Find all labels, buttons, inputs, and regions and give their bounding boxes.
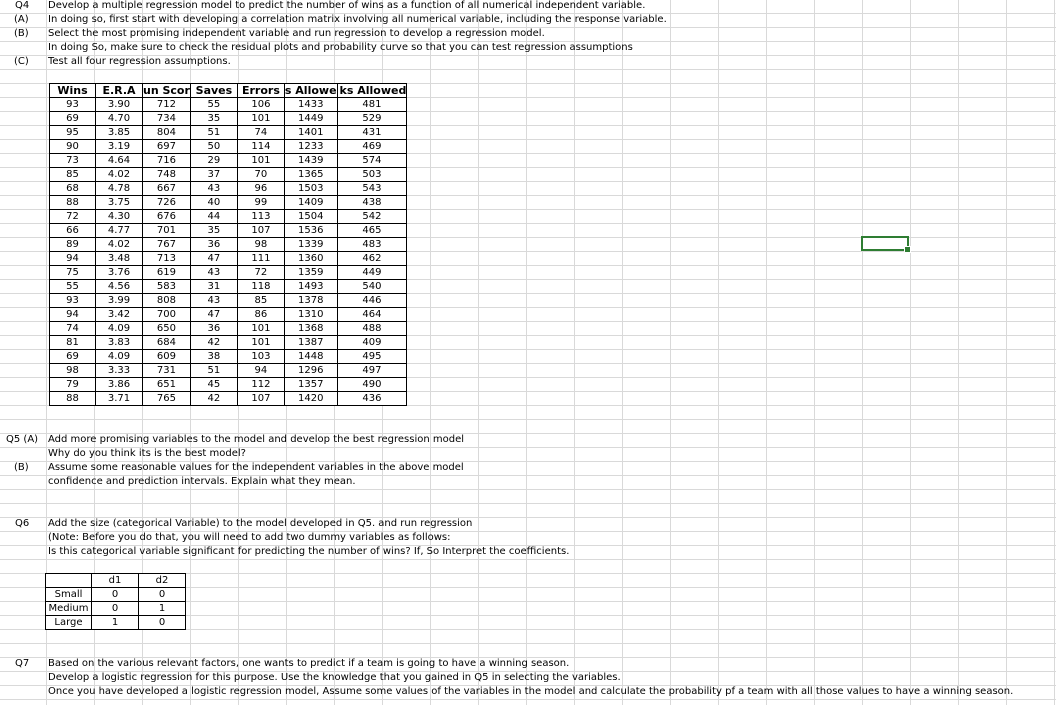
table-cell[interactable]: 3.42 (96, 308, 143, 322)
table-cell[interactable]: 113 (237, 210, 284, 224)
table-cell[interactable]: 3.99 (96, 294, 143, 308)
table-cell[interactable]: 4.02 (96, 168, 143, 182)
table-cell[interactable]: 88 (50, 392, 96, 406)
table-cell[interactable]: 3.75 (96, 196, 143, 210)
dummy-value-cell[interactable]: 0 (92, 602, 139, 616)
table-row (50, 364, 407, 378)
dummy-variable-table (45, 573, 186, 630)
table-cell[interactable]: 90 (50, 140, 96, 154)
table-row (46, 616, 186, 630)
table-cell[interactable]: 3.85 (96, 126, 143, 140)
q7-text: Based on the various relevant factors, one wants to predict if a team is going to have a winning season. (48, 658, 570, 669)
table-cell[interactable]: 74 (50, 322, 96, 336)
table-cell[interactable]: 93 (50, 98, 96, 112)
table-cell[interactable]: 4.02 (96, 238, 143, 252)
table-cell[interactable]: 684 (143, 336, 191, 350)
q5-b-text-2: confidence and prediction intervals. Explain what they mean. (48, 476, 356, 487)
table-cell[interactable]: 701 (143, 224, 191, 238)
dummy-value-cell[interactable]: 0 (139, 616, 186, 630)
table-cell[interactable]: 3.86 (96, 378, 143, 392)
table-cell[interactable]: 540 (337, 280, 407, 294)
table-cell[interactable]: 1448 (284, 350, 337, 364)
q6-text-3: Is this categorical variable significant for predicting the number of wins? If, So Interpret the coefficients. (48, 546, 570, 557)
table-cell[interactable]: 1449 (284, 112, 337, 126)
table-cell[interactable]: 726 (143, 196, 191, 210)
size-category-cell[interactable]: Medium (46, 602, 92, 616)
table-cell[interactable]: 72 (237, 266, 284, 280)
table-cell[interactable]: 716 (143, 154, 191, 168)
table-cell[interactable]: 101 (237, 154, 284, 168)
table-cell[interactable]: 70 (237, 168, 284, 182)
table-cell[interactable]: 35 (190, 112, 237, 126)
table-cell[interactable]: 765 (143, 392, 191, 406)
table-row (50, 98, 407, 112)
table-cell[interactable]: 42 (190, 336, 237, 350)
q4-label: Q4 (15, 0, 30, 11)
table-cell[interactable]: 50 (190, 140, 237, 154)
table-cell[interactable]: 619 (143, 266, 191, 280)
table-cell[interactable]: 45 (190, 378, 237, 392)
dummy-value-cell[interactable]: 0 (92, 588, 139, 602)
table-cell[interactable]: 73 (50, 154, 96, 168)
q4-b-text-2: In doing So, make sure to check the residual plots and probability curve so that you can test regression assumptions (48, 42, 633, 53)
table-cell[interactable]: 4.77 (96, 224, 143, 238)
table-row (50, 294, 407, 308)
column-header[interactable]: s Allowe (284, 84, 337, 97)
table-cell[interactable]: 734 (143, 112, 191, 126)
table-cell[interactable]: 4.78 (96, 182, 143, 196)
q4-c-label: (C) (14, 56, 29, 67)
selected-cell[interactable] (861, 236, 909, 251)
table-row (50, 126, 407, 140)
table-cell[interactable]: 697 (143, 140, 191, 154)
table-cell[interactable]: 1339 (284, 238, 337, 252)
table-cell[interactable]: 66 (50, 224, 96, 238)
table-row (50, 280, 407, 294)
table-cell[interactable]: 574 (337, 154, 407, 168)
table-cell[interactable]: 464 (337, 308, 407, 322)
table-cell[interactable]: 542 (337, 210, 407, 224)
table-row (46, 602, 186, 616)
table-cell[interactable]: 1310 (284, 308, 337, 322)
table-row (50, 238, 407, 252)
table-cell[interactable]: 44 (190, 210, 237, 224)
q4-text: Develop a multiple regression model to predict the number of wins as a function of all numerical independent variable. (48, 0, 646, 11)
table-cell[interactable]: 650 (143, 322, 191, 336)
table-cell[interactable]: 676 (143, 210, 191, 224)
table-cell[interactable]: 488 (337, 322, 407, 336)
table-cell[interactable]: 118 (237, 280, 284, 294)
table-cell[interactable]: 748 (143, 168, 191, 182)
table-row (50, 112, 407, 126)
table-cell[interactable]: 101 (237, 322, 284, 336)
table-cell[interactable]: 1233 (284, 140, 337, 154)
table-cell[interactable]: 1378 (284, 294, 337, 308)
table-cell[interactable]: 4.70 (96, 112, 143, 126)
table-cell[interactable]: 96 (237, 182, 284, 196)
column-header[interactable]: Errors (237, 84, 284, 98)
table-cell[interactable]: 3.76 (96, 266, 143, 280)
table-cell[interactable]: 85 (50, 168, 96, 182)
table-cell[interactable]: 98 (50, 364, 96, 378)
table-cell[interactable]: 469 (337, 140, 407, 154)
table-cell[interactable]: 75 (50, 266, 96, 280)
table-cell[interactable]: 88 (50, 196, 96, 210)
table-cell[interactable]: 712 (143, 98, 191, 112)
q6-text: Add the size (categorical Variable) to the model developed in Q5. and run regression (48, 518, 473, 529)
table-cell[interactable]: 503 (337, 168, 407, 182)
table-row (50, 308, 407, 322)
table-cell[interactable]: 72 (50, 210, 96, 224)
q5-a-text: Add more promising variables to the model and develop the best regression model (48, 434, 464, 445)
table-cell[interactable]: 89 (50, 238, 96, 252)
table-cell[interactable]: 700 (143, 308, 191, 322)
q7-label: Q7 (15, 658, 30, 669)
table-cell[interactable]: 4.64 (96, 154, 143, 168)
table-cell[interactable]: 114 (237, 140, 284, 154)
table-cell[interactable]: 1504 (284, 210, 337, 224)
table-row (50, 210, 407, 224)
table-cell[interactable]: 74 (237, 126, 284, 140)
table-row (50, 154, 407, 168)
table-cell[interactable]: 767 (143, 238, 191, 252)
table-cell[interactable]: 1503 (284, 182, 337, 196)
table-cell[interactable]: 85 (237, 294, 284, 308)
table-cell[interactable]: 69 (50, 112, 96, 126)
table-cell[interactable]: 43 (190, 266, 237, 280)
q6-label: Q6 (15, 518, 30, 529)
table-cell[interactable]: 583 (143, 280, 191, 294)
table-cell[interactable]: 69 (50, 350, 96, 364)
table-row (50, 322, 407, 336)
table-cell[interactable]: 1360 (284, 252, 337, 266)
table-cell[interactable]: 465 (337, 224, 407, 238)
table-cell[interactable]: 409 (337, 336, 407, 350)
table-cell[interactable]: 446 (337, 294, 407, 308)
table-row (50, 392, 407, 406)
q4-b-label: (B) (14, 28, 29, 39)
data-table-body (50, 98, 407, 406)
table-cell[interactable]: 449 (337, 266, 407, 280)
table-cell[interactable]: 86 (237, 308, 284, 322)
table-cell[interactable]: 462 (337, 252, 407, 266)
dummy-header-cell[interactable] (46, 574, 92, 588)
table-cell[interactable]: 1493 (284, 280, 337, 294)
table-cell[interactable]: 3.83 (96, 336, 143, 350)
table-cell[interactable]: 81 (50, 336, 96, 350)
q4-a-text: In doing so, first start with developing a correlation matrix involving all numerical variable, including the response variable. (48, 14, 667, 25)
table-cell[interactable]: 107 (237, 224, 284, 238)
table-cell[interactable]: 31 (190, 280, 237, 294)
table-cell[interactable]: 1357 (284, 378, 337, 392)
table-cell[interactable]: 42 (190, 392, 237, 406)
table-cell[interactable]: 101 (237, 112, 284, 126)
table-cell[interactable]: 543 (337, 182, 407, 196)
column-header[interactable]: ks Allowed (337, 84, 407, 98)
q4-b-text: Select the most promising independent variable and run regression to develop a regression model. (48, 28, 545, 39)
table-cell[interactable]: 4.09 (96, 350, 143, 364)
table-cell[interactable]: 609 (143, 350, 191, 364)
table-cell[interactable]: 95 (50, 126, 96, 140)
table-cell[interactable]: 713 (143, 252, 191, 266)
table-cell[interactable]: 29 (190, 154, 237, 168)
table-cell[interactable]: 1409 (284, 196, 337, 210)
table-row (50, 336, 407, 350)
table-cell[interactable]: 93 (50, 294, 96, 308)
table-cell[interactable]: 481 (337, 98, 407, 112)
table-cell[interactable]: 101 (237, 336, 284, 350)
table-cell[interactable]: 1433 (284, 98, 337, 112)
table-cell[interactable]: 3.33 (96, 364, 143, 378)
table-cell[interactable]: 431 (337, 126, 407, 140)
table-cell[interactable]: 438 (337, 196, 407, 210)
dummy-header-cell[interactable]: d1 (92, 574, 139, 588)
table-row (50, 252, 407, 266)
dummy-header-cell[interactable]: d2 (139, 574, 186, 588)
table-cell[interactable]: 36 (190, 238, 237, 252)
table-cell[interactable]: 79 (50, 378, 96, 392)
table-cell[interactable]: 38 (190, 350, 237, 364)
table-cell[interactable]: 495 (337, 350, 407, 364)
table-row (50, 378, 407, 392)
table-cell[interactable]: 1387 (284, 336, 337, 350)
table-cell[interactable]: 4.09 (96, 322, 143, 336)
q4-a-label: (A) (14, 14, 29, 25)
table-row (50, 168, 407, 182)
table-row (50, 224, 407, 238)
table-cell[interactable]: 36 (190, 322, 237, 336)
table-cell[interactable]: 804 (143, 126, 191, 140)
dummy-value-cell[interactable]: 0 (139, 588, 186, 602)
column-header[interactable]: un Scor (143, 84, 190, 97)
table-cell[interactable]: 107 (237, 392, 284, 406)
q7-text-3: Once you have developed a logistic regression model, Assume some values of the variables in the model and calculate the probability pf a team with all those values to have a winning season. (48, 686, 1014, 697)
table-cell[interactable]: 94 (50, 308, 96, 322)
table-cell[interactable]: 651 (143, 378, 191, 392)
table-cell[interactable]: 1296 (284, 364, 337, 378)
table-cell[interactable]: 35 (190, 224, 237, 238)
table-cell[interactable]: 4.56 (96, 280, 143, 294)
table-cell[interactable]: 40 (190, 196, 237, 210)
table-cell[interactable]: 3.90 (96, 98, 143, 112)
dummy-value-cell[interactable]: 1 (92, 616, 139, 630)
table-cell[interactable]: 1365 (284, 168, 337, 182)
column-header[interactable]: E.R.A (96, 84, 143, 98)
table-row (50, 196, 407, 210)
baseball-data-table (49, 83, 407, 406)
fill-handle[interactable] (904, 246, 911, 253)
table-cell[interactable]: 112 (237, 378, 284, 392)
table-cell[interactable]: 731 (143, 364, 191, 378)
table-cell[interactable]: 3.48 (96, 252, 143, 266)
table-cell[interactable]: 106 (237, 98, 284, 112)
table-cell[interactable]: 1359 (284, 266, 337, 280)
table-cell[interactable]: 103 (237, 350, 284, 364)
table-cell[interactable]: 111 (237, 252, 284, 266)
q5-label: Q5 (A) (6, 434, 39, 445)
table-cell[interactable]: 51 (190, 126, 237, 140)
q6-text-2: (Note: Before you do that, you will need to add two dummy variables as follows: (48, 532, 451, 543)
table-cell[interactable]: 68 (50, 182, 96, 196)
table-row (50, 350, 407, 364)
table-cell[interactable]: 99 (237, 196, 284, 210)
table-cell[interactable]: 47 (190, 252, 237, 266)
table-cell[interactable]: 1401 (284, 126, 337, 140)
table-row (46, 588, 186, 602)
table-cell[interactable]: 94 (237, 364, 284, 378)
q5-b-text: Assume some reasonable values for the independent variables in the above model (48, 462, 464, 473)
table-cell[interactable]: 43 (190, 182, 237, 196)
table-row (50, 266, 407, 280)
table-cell[interactable]: 98 (237, 238, 284, 252)
table-cell[interactable]: 667 (143, 182, 191, 196)
size-category-cell[interactable]: Large (46, 616, 92, 630)
dummy-header-row (46, 574, 186, 588)
table-row (50, 140, 407, 154)
q7-text-2: Develop a logistic regression for this purpose. Use the knowledge that you gained in Q5 in selecting the variables. (48, 672, 621, 683)
table-cell[interactable]: 483 (337, 238, 407, 252)
table-cell[interactable]: 37 (190, 168, 237, 182)
table-cell[interactable]: 1368 (284, 322, 337, 336)
table-cell[interactable]: 436 (337, 392, 407, 406)
data-table-header-row (50, 84, 407, 98)
table-cell[interactable]: 490 (337, 378, 407, 392)
q5-a-text-2: Why do you think its is the best model? (48, 448, 246, 459)
table-cell[interactable]: 94 (50, 252, 96, 266)
table-cell[interactable]: 4.30 (96, 210, 143, 224)
table-cell[interactable]: 529 (337, 112, 407, 126)
table-cell[interactable]: 3.19 (96, 140, 143, 154)
table-cell[interactable]: 55 (50, 280, 96, 294)
table-cell[interactable]: 51 (190, 364, 237, 378)
table-cell[interactable]: 1439 (284, 154, 337, 168)
table-row (50, 182, 407, 196)
column-header[interactable]: Wins (50, 84, 96, 98)
column-header[interactable]: Saves (190, 84, 237, 98)
table-cell[interactable]: 43 (190, 294, 237, 308)
q4-c-text: Test all four regression assumptions. (48, 56, 231, 67)
table-cell[interactable]: 497 (337, 364, 407, 378)
table-cell[interactable]: 47 (190, 308, 237, 322)
table-cell[interactable]: 1420 (284, 392, 337, 406)
dummy-value-cell[interactable]: 1 (139, 602, 186, 616)
table-cell[interactable]: 55 (190, 98, 237, 112)
table-cell[interactable]: 1536 (284, 224, 337, 238)
size-category-cell[interactable]: Small (46, 588, 92, 602)
table-cell[interactable]: 808 (143, 294, 191, 308)
q5-b-label: (B) (14, 462, 29, 473)
table-cell[interactable]: 3.71 (96, 392, 143, 406)
